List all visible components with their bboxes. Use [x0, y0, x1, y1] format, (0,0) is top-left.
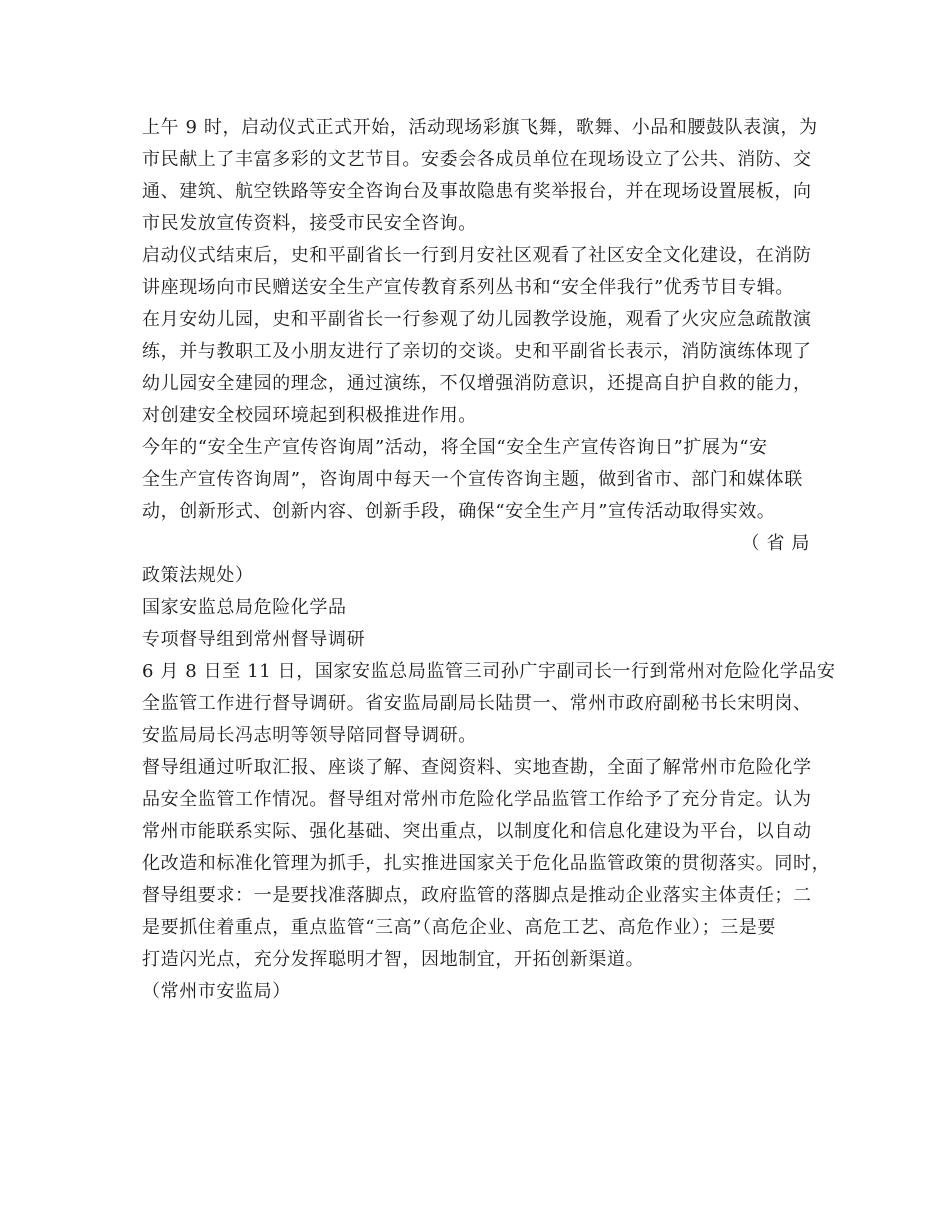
paragraph-line: 启动仪式结束后，史和平副省长一行到月安社区观看了社区安全文化建设，在消防	[142, 245, 812, 266]
paragraph-line: 督导组要求：一是要找准落脚点，政府监管的落脚点是推动企业落实主体责任；二	[142, 885, 812, 906]
paragraph-line: 讲座现场向市民赠送安全生产宣传教育系列丛书和“安全伴我行”优秀节目专辑。	[142, 277, 795, 298]
paragraph-line: 今年的“安全生产宣传咨询周”活动，将全国“安全生产宣传咨询日”扩展为“安	[142, 437, 768, 458]
paragraph-line: 全监管工作进行督导调研。省安监局副局长陆贯一、常州市政府副秘书长宋明岗、	[142, 693, 812, 714]
paragraph-line: 市民献上了丰富多彩的文艺节目。安委会各成员单位在现场设立了公共、消防、交	[142, 149, 812, 170]
paragraph-line: 对创建安全校园环境起到积极推进作用。	[142, 405, 477, 426]
paragraph-line: 市民发放宣传资料，接受市民安全咨询。	[142, 213, 477, 234]
paragraph-line: 幼儿园安全建园的理念，通过演练，不仅增强消防意识，还提高自护自救的能力，	[142, 373, 812, 394]
paragraph-line: 6 月 8 日至 11 日，国家安监总局监管三司孙广宇副司长一行到常州对危险化学品安	[142, 661, 836, 682]
paragraph-line: 品安全监管工作情况。督导组对常州市危险化学品监管工作给予了充分肯定。认为	[142, 789, 812, 810]
paragraph-line: 安监局局长冯志明等领导陪同督导调研。	[142, 725, 477, 746]
paragraph-line: 打造闪光点，充分发挥聪明才智，因地制宜，开拓创新渠道。	[142, 949, 645, 970]
paragraph-line: 通、建筑、航空铁路等安全咨询台及事故隐患有奖举报台，并在现场设置展板，向	[142, 181, 812, 202]
paragraph-line: 在月安幼儿园，史和平副省长一行参观了幼儿园教学设施，观看了火灾应急疏散演	[142, 309, 812, 330]
article-2-title-line1: 国家安监总局危险化学品	[142, 597, 347, 618]
paragraph-line: 练，并与教职工及小朋友进行了亲切的交谈。史和平副省长表示，消防演练体现了	[142, 341, 812, 362]
paragraph-line: 是要抓住着重点，重点监管“三高”（高危企业、高危工艺、高危作业）；三是要	[142, 917, 777, 938]
article-2-source: （常州市安监局）	[142, 981, 291, 1002]
paragraph-line: 上午 9 时，启动仪式正式开始，活动现场彩旗飞舞，歌舞、小品和腰鼓队表演，为	[142, 117, 818, 138]
paragraph-line: 全生产宣传咨询周”，咨询周中每天一个宣传咨询主题，做到省市、部门和媒体联	[142, 469, 803, 490]
article-1-source-part1: （ 省 局	[741, 533, 810, 554]
article-1-source-part2: 政策法规处）	[142, 565, 254, 586]
paragraph-line: 常州市能联系实际、强化基础、突出重点，以制度化和信息化建设为平台，以自动	[142, 821, 812, 842]
article-1-body	[142, 112, 818, 592]
paragraph-line: 督导组通过听取汇报、座谈了解、查阅资料、实地查勘，全面了解常州市危险化学	[142, 757, 812, 778]
paragraph-line: 化改造和标准化管理为抓手，扎实推进国家关于危化品监管政策的贯彻落实。同时，	[142, 853, 831, 874]
paragraph-line: 动，创新形式、创新内容、创新手段，确保“安全生产月”宣传活动取得实效。	[142, 501, 776, 522]
document-page	[142, 112, 836, 1008]
article-2-title-line2: 专项督导组到常州督导调研	[142, 629, 366, 650]
article-2	[142, 592, 836, 1008]
